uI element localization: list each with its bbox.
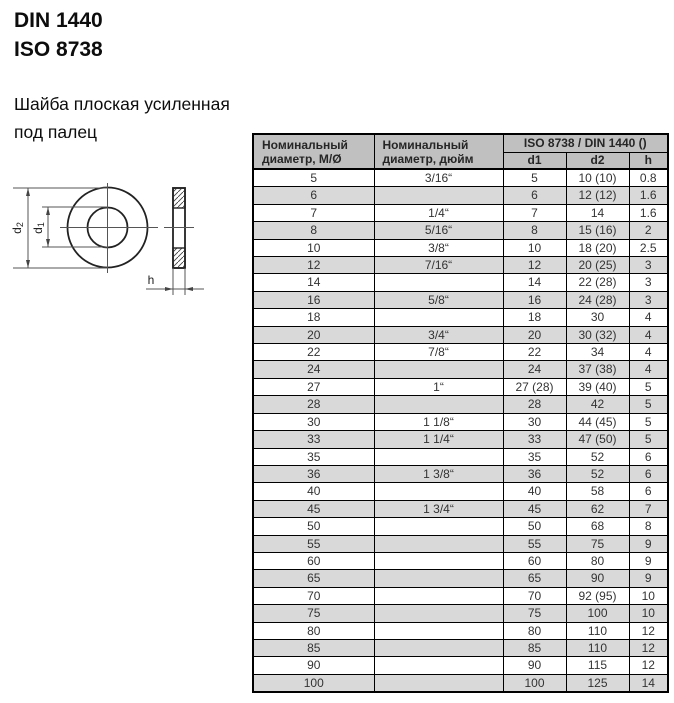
- table-cell: 45: [253, 500, 374, 517]
- table-cell: 34: [566, 344, 629, 361]
- table-row: [253, 187, 668, 204]
- table-cell: 5/16“: [374, 222, 503, 239]
- table-cell: 14: [253, 274, 374, 291]
- standard-din: DIN 1440: [14, 9, 103, 32]
- table-cell: 0.8: [629, 169, 668, 187]
- table-cell: 7/16“: [374, 257, 503, 274]
- table-row: [253, 222, 668, 239]
- table-cell: 14: [503, 274, 566, 291]
- table-row: [253, 326, 668, 343]
- table-row: [253, 257, 668, 274]
- table-cell: 1 1/4“: [374, 431, 503, 448]
- table-cell: 100: [503, 674, 566, 692]
- table-cell: 75: [253, 605, 374, 622]
- table-row: [253, 239, 668, 256]
- table-row: [253, 448, 668, 465]
- table-cell: 6: [629, 465, 668, 482]
- table-cell: 3: [629, 291, 668, 308]
- table-cell: 1/4“: [374, 204, 503, 221]
- table-row: [253, 535, 668, 552]
- table-cell: [374, 605, 503, 622]
- table-cell: 7: [503, 204, 566, 221]
- table-cell: 3/4“: [374, 326, 503, 343]
- table-row: [253, 413, 668, 430]
- table-cell: 5: [253, 169, 374, 187]
- table-cell: [374, 518, 503, 535]
- table-cell: [374, 657, 503, 674]
- table-cell: [374, 622, 503, 639]
- table-cell: 65: [253, 570, 374, 587]
- table-cell: [374, 570, 503, 587]
- table-cell: 3/16“: [374, 169, 503, 187]
- table-row: [253, 622, 668, 639]
- table-cell: 20: [503, 326, 566, 343]
- table-row: [253, 552, 668, 569]
- table-cell: 9: [629, 570, 668, 587]
- table-cell: 47 (50): [566, 431, 629, 448]
- table-cell: 80: [566, 552, 629, 569]
- table-cell: [374, 587, 503, 604]
- table-cell: 55: [503, 535, 566, 552]
- table-cell: 62: [566, 500, 629, 517]
- table-cell: 10: [629, 587, 668, 604]
- table-row: [253, 204, 668, 221]
- table-cell: 18: [253, 309, 374, 326]
- table-cell: 39 (40): [566, 378, 629, 395]
- table-cell: 90: [566, 570, 629, 587]
- table-cell: [374, 309, 503, 326]
- washer-front-view: [60, 183, 158, 273]
- table-cell: 50: [503, 518, 566, 535]
- table-cell: [374, 396, 503, 413]
- table-cell: 24 (28): [566, 291, 629, 308]
- table-row: [253, 344, 668, 361]
- table-cell: 68: [566, 518, 629, 535]
- table-cell: 92 (95): [566, 587, 629, 604]
- table-cell: 3: [629, 257, 668, 274]
- table-cell: 60: [503, 552, 566, 569]
- table-cell: 18: [503, 309, 566, 326]
- part-name-line2: под палец: [14, 122, 98, 142]
- table-cell: 85: [253, 639, 374, 656]
- table-cell: 24: [503, 361, 566, 378]
- table-cell: [374, 535, 503, 552]
- washer-dimensions-table: [252, 133, 669, 693]
- column-header-nominal-metric: Номинальный диаметр, М/Ø: [253, 134, 374, 169]
- table-cell: 1.6: [629, 187, 668, 204]
- table-cell: 14: [566, 204, 629, 221]
- table-row: [253, 639, 668, 656]
- washer-table-body: [253, 169, 668, 692]
- table-row: [253, 483, 668, 500]
- table-cell: 8: [253, 222, 374, 239]
- column-header-d2: d2: [566, 153, 629, 170]
- table-cell: 70: [253, 587, 374, 604]
- table-cell: 5: [629, 396, 668, 413]
- table-cell: 5: [629, 378, 668, 395]
- table-cell: 7: [253, 204, 374, 221]
- table-row: [253, 309, 668, 326]
- table-cell: 3: [629, 274, 668, 291]
- table-row: [253, 291, 668, 308]
- table-cell: 40: [503, 483, 566, 500]
- table-cell: 10: [503, 239, 566, 256]
- table-cell: 12: [629, 622, 668, 639]
- table-row: [253, 274, 668, 291]
- table-cell: 16: [503, 291, 566, 308]
- table-cell: 6: [629, 483, 668, 500]
- table-cell: 10 (10): [566, 169, 629, 187]
- table-cell: 44 (45): [566, 413, 629, 430]
- table-cell: 55: [253, 535, 374, 552]
- table-cell: 4: [629, 361, 668, 378]
- table-cell: 50: [253, 518, 374, 535]
- table-cell: 12: [503, 257, 566, 274]
- table-cell: 24: [253, 361, 374, 378]
- standard-iso: ISO 8738: [14, 38, 103, 61]
- table-cell: 36: [253, 465, 374, 482]
- column-header-nominal-inch: Номинальный диаметр, дюйм: [374, 134, 503, 169]
- washer-technical-drawing: [8, 172, 248, 342]
- table-cell: 20: [253, 326, 374, 343]
- table-cell: 12: [629, 657, 668, 674]
- table-cell: 115: [566, 657, 629, 674]
- table-cell: 110: [566, 639, 629, 656]
- table-cell: [374, 274, 503, 291]
- table-cell: 80: [503, 622, 566, 639]
- table-cell: 30 (32): [566, 326, 629, 343]
- d2-label: d2: [10, 222, 25, 234]
- table-cell: 30: [503, 413, 566, 430]
- table-cell: 28: [503, 396, 566, 413]
- table-cell: 4: [629, 309, 668, 326]
- standards-title: [14, 6, 103, 64]
- table-cell: 90: [253, 657, 374, 674]
- washer-side-view: [164, 188, 194, 268]
- table-cell: 7: [629, 500, 668, 517]
- table-cell: 28: [253, 396, 374, 413]
- table-cell: 12: [253, 257, 374, 274]
- table-cell: 60: [253, 552, 374, 569]
- table-cell: 35: [253, 448, 374, 465]
- table-cell: 1“: [374, 378, 503, 395]
- column-header-standards-group: ISO 8738 / DIN 1440 (): [503, 134, 668, 153]
- table-cell: 27: [253, 378, 374, 395]
- table-row: [253, 518, 668, 535]
- table-cell: [374, 483, 503, 500]
- table-cell: 2.5: [629, 239, 668, 256]
- table-cell: 5/8“: [374, 291, 503, 308]
- table-row: [253, 465, 668, 482]
- table-cell: 100: [253, 674, 374, 692]
- table-row: [253, 361, 668, 378]
- table-row: [253, 587, 668, 604]
- table-cell: 110: [566, 622, 629, 639]
- table-row: [253, 674, 668, 692]
- table-cell: 5: [629, 431, 668, 448]
- table-cell: 36: [503, 465, 566, 482]
- table-cell: 30: [566, 309, 629, 326]
- table-cell: 1.6: [629, 204, 668, 221]
- table-cell: 33: [253, 431, 374, 448]
- table-cell: 15 (16): [566, 222, 629, 239]
- table-cell: 4: [629, 344, 668, 361]
- dimensions-table-container: [252, 133, 669, 693]
- table-cell: 22 (28): [566, 274, 629, 291]
- table-row: [253, 169, 668, 187]
- table-cell: 58: [566, 483, 629, 500]
- table-cell: 5: [503, 169, 566, 187]
- table-cell: 45: [503, 500, 566, 517]
- table-cell: [374, 639, 503, 656]
- table-cell: 85: [503, 639, 566, 656]
- table-cell: 40: [253, 483, 374, 500]
- table-cell: 52: [566, 448, 629, 465]
- table-cell: 1 1/8“: [374, 413, 503, 430]
- table-cell: 12: [629, 639, 668, 656]
- table-cell: 16: [253, 291, 374, 308]
- table-row: [253, 378, 668, 395]
- table-cell: 65: [503, 570, 566, 587]
- table-cell: 20 (25): [566, 257, 629, 274]
- table-cell: 10: [629, 605, 668, 622]
- table-cell: 90: [503, 657, 566, 674]
- column-header-d1: d1: [503, 153, 566, 170]
- table-row: [253, 396, 668, 413]
- table-cell: 80: [253, 622, 374, 639]
- table-cell: 22: [253, 344, 374, 361]
- table-cell: 9: [629, 552, 668, 569]
- table-cell: 10: [253, 239, 374, 256]
- table-cell: 9: [629, 535, 668, 552]
- table-row: [253, 431, 668, 448]
- table-cell: 70: [503, 587, 566, 604]
- table-cell: 33: [503, 431, 566, 448]
- table-cell: 1 3/4“: [374, 500, 503, 517]
- table-cell: 75: [503, 605, 566, 622]
- table-cell: 6: [253, 187, 374, 204]
- table-cell: 1 3/8“: [374, 465, 503, 482]
- table-cell: 30: [253, 413, 374, 430]
- part-name: [14, 90, 230, 146]
- table-cell: 8: [503, 222, 566, 239]
- table-cell: [374, 674, 503, 692]
- table-cell: 7/8“: [374, 344, 503, 361]
- table-cell: [374, 448, 503, 465]
- table-cell: 4: [629, 326, 668, 343]
- table-cell: 27 (28): [503, 378, 566, 395]
- table-cell: [374, 361, 503, 378]
- table-cell: 75: [566, 535, 629, 552]
- table-cell: 5: [629, 413, 668, 430]
- table-cell: 37 (38): [566, 361, 629, 378]
- table-cell: 6: [629, 448, 668, 465]
- table-cell: 8: [629, 518, 668, 535]
- table-cell: [374, 187, 503, 204]
- table-row: [253, 605, 668, 622]
- table-row: [253, 657, 668, 674]
- table-cell: 2: [629, 222, 668, 239]
- h-label: h: [147, 273, 155, 287]
- table-cell: 52: [566, 465, 629, 482]
- d1-label: d1: [31, 222, 46, 234]
- table-cell: 100: [566, 605, 629, 622]
- table-cell: 35: [503, 448, 566, 465]
- part-name-line1: Шайба плоская усиленная: [14, 94, 230, 114]
- table-cell: 3/8“: [374, 239, 503, 256]
- table-cell: 12 (12): [566, 187, 629, 204]
- table-row: [253, 570, 668, 587]
- table-cell: 22: [503, 344, 566, 361]
- column-header-h: h: [629, 153, 668, 170]
- table-cell: 42: [566, 396, 629, 413]
- table-cell: [374, 552, 503, 569]
- table-cell: 6: [503, 187, 566, 204]
- dimension-h: [146, 268, 204, 295]
- table-row: [253, 500, 668, 517]
- table-cell: 18 (20): [566, 239, 629, 256]
- table-cell: 125: [566, 674, 629, 692]
- table-cell: 14: [629, 674, 668, 692]
